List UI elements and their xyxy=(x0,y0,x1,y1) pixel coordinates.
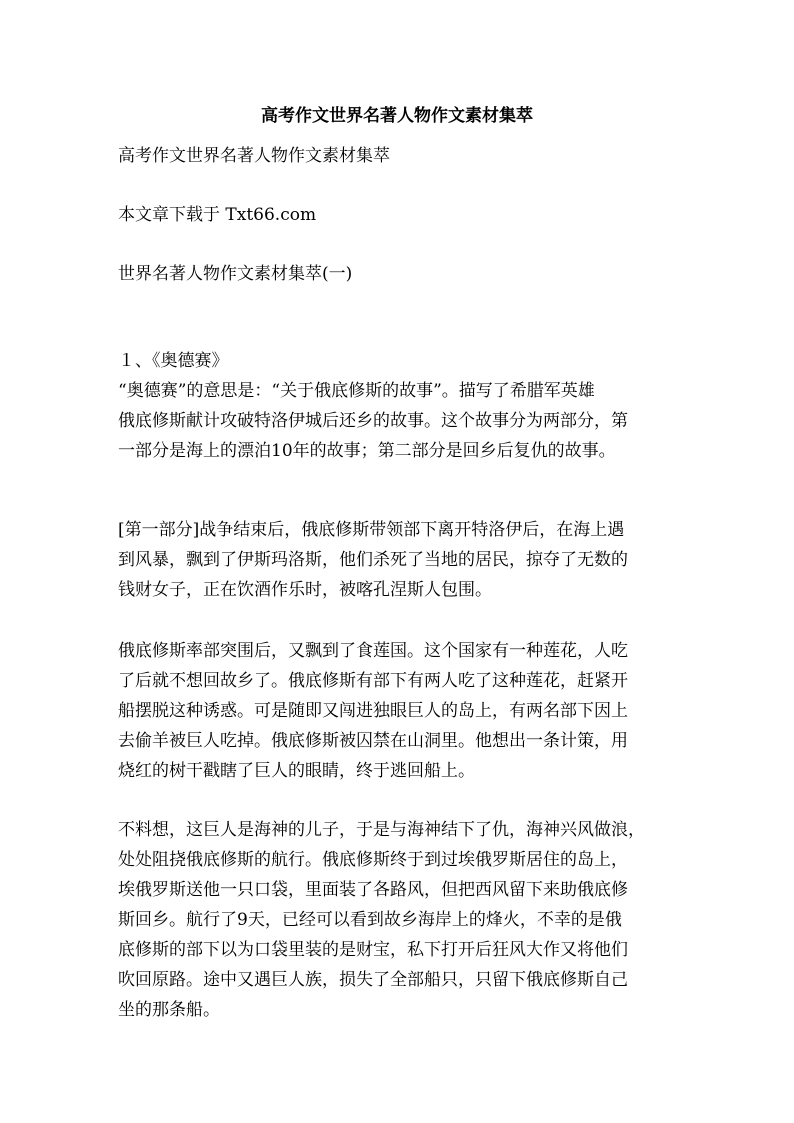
paragraph-line: 处处阻挠俄底修斯的航行。俄底修斯终于到过埃俄罗斯居住的岛上， xyxy=(118,850,628,870)
paragraph-line: [第一部分]战争结束后，俄底修斯带领部下离开特洛伊后，在海上遇 xyxy=(118,520,625,540)
paragraph-line: 坐的那条船。 xyxy=(118,1000,220,1020)
paragraph-line: 去偷羊被巨人吃掉。俄底修斯被囚禁在山洞里。他想出一条计策，用 xyxy=(118,731,628,751)
paragraph-line: 船摆脱这种诱惑。可是随即又闯进独眼巨人的岛上，有两名部下因上 xyxy=(118,701,628,721)
paragraph-lotus-cyclops xyxy=(118,636,678,786)
paragraph-line: 烧红的树干戳瞎了巨人的眼睛，终于逃回船上。 xyxy=(118,761,475,781)
paragraph-line: 一部分是海上的漂泊10年的故事；第二部分是回乡后复仇的故事。 xyxy=(118,441,616,461)
paragraph-part-one xyxy=(118,515,678,605)
paragraph-line: 不料想，这巨人是海神的儿子，于是与海神结下了仇，海神兴风做浪， xyxy=(118,820,645,840)
document-title: 高考作文世界名著人物作文素材集萃 xyxy=(261,106,533,126)
paragraph-sea-god xyxy=(118,815,678,1025)
paragraph-line: 钱财女子，正在饮酒作乐时，被喀孔涅斯人包围。 xyxy=(118,580,492,600)
paragraph-line: 俄底修斯率部突围后，又飘到了食莲国。这个国家有一种莲花，人吃 xyxy=(118,641,628,661)
paragraph-line: 底修斯的部下以为口袋里装的是财宝，私下打开后狂风大作又将他们 xyxy=(118,940,628,960)
paragraph-line: 了后就不想回故乡了。俄底修斯有部下有两人吃了这种莲花，赶紧开 xyxy=(118,671,628,691)
document-subtitle: 高考作文世界名著人物作文素材集萃 xyxy=(118,146,390,166)
paragraph-line: 吹回原路。途中又遇巨人族，损失了全部船只，只留下俄底修斯自己 xyxy=(118,970,628,990)
section-heading: 世界名著人物作文素材集萃(一) xyxy=(118,264,353,284)
paragraph-line: 到风暴，飘到了伊斯玛洛斯，他们杀死了当地的居民，掠夺了无数的 xyxy=(118,550,628,570)
download-note: 本文章下载于 Txt66.com xyxy=(118,205,317,225)
paragraph-line: 埃俄罗斯送他一只口袋，里面装了各路风，但把西风留下来助俄底修 xyxy=(118,880,628,900)
paragraph-line: “奥德赛”的意思是：“关于俄底修斯的故事”。描写了希腊军英雄 xyxy=(118,381,595,401)
paragraph-intro xyxy=(118,376,678,466)
paragraph-line: 斯回乡。航行了9天，已经可以看到故乡海岸上的烽火，不幸的是俄 xyxy=(118,910,622,930)
paragraph-line: 俄底修斯献计攻破特洛伊城后还乡的故事。这个故事分为两部分，第 xyxy=(118,411,628,431)
item-heading: １、《奥德赛》 xyxy=(118,351,229,371)
